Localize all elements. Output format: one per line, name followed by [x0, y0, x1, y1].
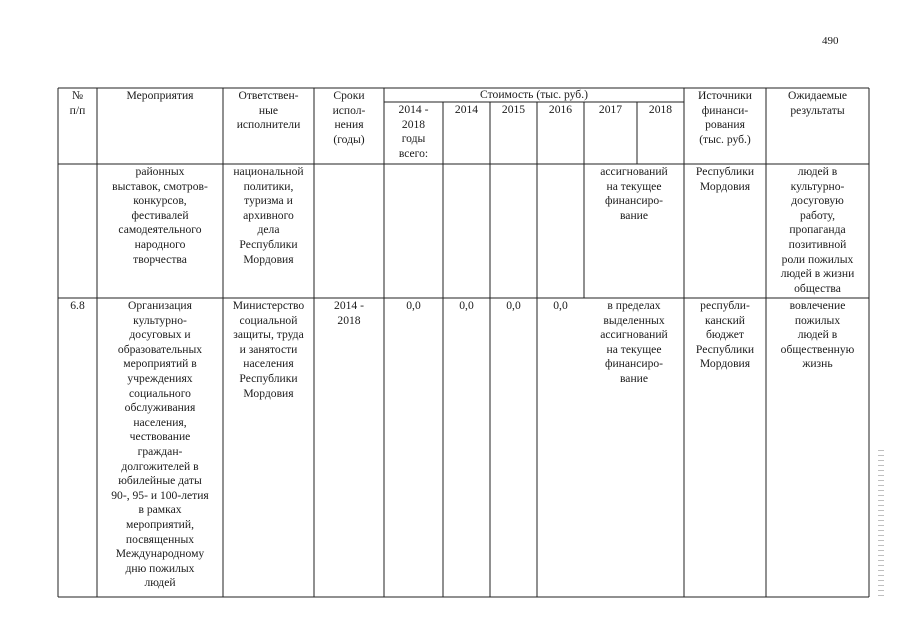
row-6-8-source: республи- канский бюджет Республики Мордовия: [695, 299, 755, 371]
row-6-8-cost-total: 0,0: [406, 299, 421, 312]
header-cost-total: 2014 - 2018 годы всего:: [398, 103, 429, 160]
header-cost-title: Стоимость (тыс. руб.): [480, 88, 588, 101]
row-6-8-responsible: Министерство социальной защиты, труда и занятости населения Республики Мордовия: [232, 299, 305, 400]
header-num: № п/п: [69, 89, 86, 117]
header-sources: Источники финанси- рования (тыс. руб.): [697, 89, 752, 146]
continuation-responsible: национальной политики, туризма и архивного дела Республики Мордовия: [233, 165, 304, 266]
row-6-8-cost-2015: 0,0: [506, 299, 521, 312]
scan-edge-artifact: [878, 450, 884, 600]
header-year-2015: 2015: [501, 103, 526, 116]
header-results: Ожидаемые результаты: [787, 89, 848, 117]
row-6-8-cost-note: в пределах выделенных ассигнований на текущее финансиро- вание: [600, 299, 668, 385]
row-6-8-term: 2014 - 2018: [334, 299, 364, 327]
continuation-cost-note: ассигнований на текущее финансиро- вание: [600, 165, 668, 222]
page-number: 490: [822, 35, 839, 47]
header-events: Мероприятия: [126, 89, 194, 102]
row-6-8-result: вовлечение пожилых людей в общественную жизнь: [780, 299, 855, 371]
header-responsible: Ответствен- ные исполнители: [236, 89, 301, 132]
header-year-2016: 2016: [548, 103, 573, 116]
header-year-2017: 2017: [598, 103, 623, 116]
row-6-8-cost-2016: 0,0: [553, 299, 568, 312]
header-terms: Сроки испол- нения (годы): [332, 89, 366, 146]
header-year-2014: 2014: [454, 103, 479, 116]
row-6-8-event: Организация культурно- досуговых и образовательных мероприятий в учреждениях социального обслуживания населения, чествование граждан- долгожителей в юбилейные даты 90-, 95- и 100-летия в рамках мероприятий, посвященных Международному дню пожилых людей: [111, 299, 209, 590]
continuation-result: людей в культурно- досуговую работу, пропаганда позитивной роли пожилых людей в жизни общества: [780, 165, 855, 295]
row-6-8-cost-2014: 0,0: [459, 299, 474, 312]
continuation-event: районных выставок, смотров- конкурсов, фестивалей самодеятельного народного творчества: [112, 165, 208, 266]
continuation-source: Республики Мордовия: [695, 165, 755, 193]
row-6-8-num: 6.8: [70, 299, 85, 312]
header-year-2018: 2018: [648, 103, 673, 116]
